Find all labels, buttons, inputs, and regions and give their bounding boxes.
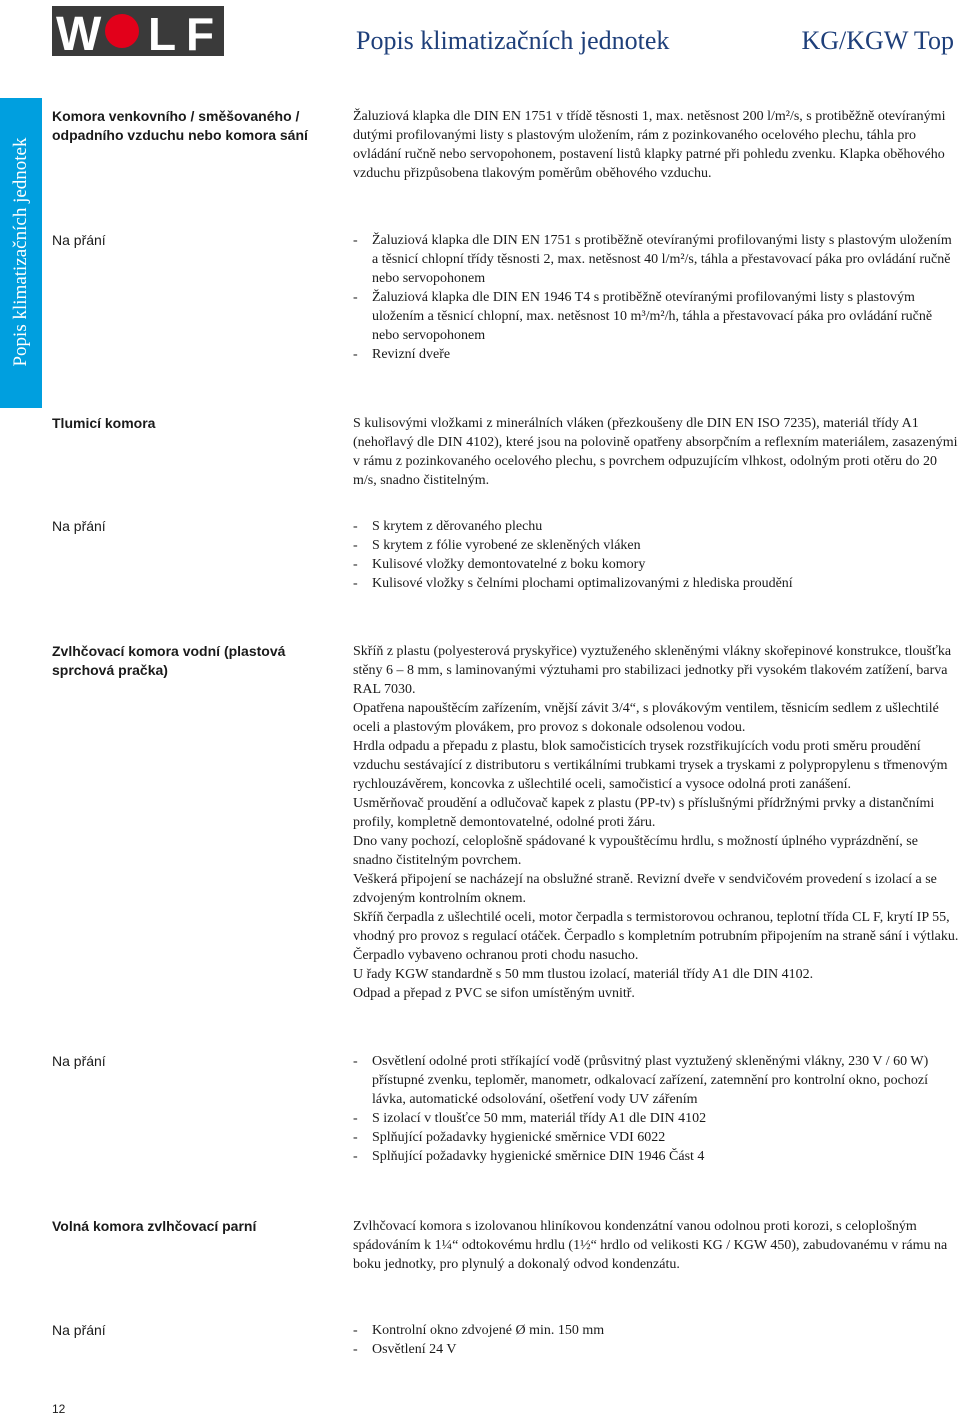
list-item: - Kulisové vložky s čelními plochami optimalizovanými z hlediska proudění [353, 574, 959, 593]
options-label: Na přání [52, 1053, 106, 1069]
paragraph: Usměrňovač proudění a odlučovač kapek z plastu (PP-tv) s příslušnými přídržnými prvky a distančními profily, kompletně demontovatelné, odolné proti žáru. [353, 796, 935, 830]
list-item: - S krytem z děrovaného plechu [353, 517, 959, 536]
section-description-silencer: S kulisovými vložkami z minerálních vláken (přezkoušeny dle DIN EN ISO 7235), materiál třídy A1 (nehořlavý dle DIN 4102), které jsou na polovině opatřeny absorpčním a reflexním materiálem, zasazenými v rámu z pozinkovaného ocelového plechu, s povrchem odpuzujícím vlhkost, odolným proti otěru do 20 m/s, snadno čistitelným. [353, 416, 958, 488]
svg-text:L: L [148, 8, 177, 56]
list-item: - Kontrolní okno zdvojené Ø min. 150 mm [353, 1321, 959, 1340]
list-item: - Žaluziová klapka dle DIN EN 1946 T4 s protiběžně otevíranými profilovanými listy s plastovým uložením a těsnicí chlopní, max. netěsnost 10 m³/m²/h, táhla a přestavovací páka pro ovládání ručně nebo servopohonem [353, 288, 959, 345]
section-description-intake-chamber: Žaluziová klapka dle DIN EN 1751 v třídě těsnosti 1, max. netěsnost 200 l/m²/s, s protiběžně otevíranými dutými profilovanými listy s plastovým uložením, rám z pozinkovaného ocelového plechu, táhla pro ovládání ručně nebo servopohonem, postavení listů klapky patrné při pohledu zvenku. Klapka oběhového vzduchu přizpůsobena tlakovým poměrům oběhového vzduchu. [353, 109, 946, 181]
list-item: - S krytem z fólie vyrobené ze skleněných vláken [353, 536, 959, 555]
options-list [353, 231, 959, 364]
list-item: - Splňující požadavky hygienické směrnice DIN 1946 Část 4 [353, 1147, 959, 1166]
section-label-steam-humidifier: Volná komora zvlhčovací parní [52, 1218, 257, 1234]
options-label: Na přání [52, 1322, 106, 1338]
section-description-steam-humidifier: Zvlhčovací komora s izolovanou hliníkovou kondenzátní vanou odolnou proti korozi, s celoplošným spádováním k 1¼“ odtokovému hrdlu (1½“ hrdlo od velikosti KG / KGW 450), zabudovanému v rámu na boku jednotky, pro plynulý a dokonalý odvod kondenzátu. [353, 1219, 948, 1272]
svg-text:W: W [56, 8, 102, 56]
paragraph: U řady KGW standardně s 50 mm tlustou izolací, materiál třídy A1 dle DIN 4102. [353, 967, 814, 982]
document-title: Popis klimatizačních jednotek [356, 26, 670, 55]
list-item: - Osvětlení 24 V [353, 1340, 959, 1359]
wolf-logo [52, 6, 224, 56]
sidebar-tab [0, 98, 42, 408]
paragraph: Veškerá připojení se nacházejí na obslužné straně. Revizní dveře v sendvičovém provedení s izolací a se zdvojeným kontrolním oknem. [353, 872, 937, 906]
options-label: Na přání [52, 518, 106, 534]
paragraph: Hrdla odpadu a přepadu z plastu, blok samočisticích trysek rozstřikujících vodu proti směru proudění vzduchu sestávající z distributoru s vertikálními trubkami trysek a tryskami z polypropylenu s třmenovým rychlouzávěrem, koncovka z ušlechtilé oceli, samočisticí a vysoce odolná proti zanášení. [353, 739, 948, 792]
svg-text:F: F [186, 8, 215, 56]
section-label-water-humidifier: Zvlhčovací komora vodní (plastová sprchová pračka) [52, 643, 286, 678]
section-label-silencer: Tlumicí komora [52, 415, 156, 431]
options-list [353, 1052, 959, 1166]
list-item: - Osvětlení odolné proti stříkající vodě (průsvitný plast vyztužený skleněnými vlákny, 230 V / 60 W) přístupné zvenku, teploměr, manometr, odkalovací zařízení, zatemnění pro kontrolní okno, pochozí lávka, automatické odsolování, ošetření vody UV zářením [353, 1052, 959, 1109]
section-label-intake-chamber: Komora venkovního / směšovaného / odpadního vzduchu nebo komora sání [52, 108, 308, 143]
list-item: - Kulisové vložky demontovatelné z boku komory [353, 555, 959, 574]
sidebar-label: Popis klimatizačních jednotek [10, 137, 31, 367]
list-item: - Revizní dveře [353, 345, 959, 364]
paragraph: Skříň čerpadla z ušlechtilé oceli, motor čerpadla s termistorovou ochranou, teplotní třída CL F, krytí IP 55, vhodný pro provoz s regulací otáček. Čerpadlo s kompletním potrubním připojením na straně sání i výtlaku. Čerpadlo vybaveno ochranou proti chodu nasucho. [353, 910, 959, 963]
list-item: - S izolací v tloušťce 50 mm, materiál třídy A1 dle DIN 4102 [353, 1109, 959, 1128]
options-label: Na přání [52, 232, 106, 248]
paragraph: Odpad a přepad z PVC se sifon umístěným uvnitř. [353, 986, 635, 1001]
list-item: - Žaluziová klapka dle DIN EN 1751 s protiběžně otevíranými profilovanými listy s plastovým uložením a těsnicí chlopní třídy těsnosti 2, max. netěsnost 40 l/m²/s, táhla a přestavovací páka pro ovládání ručně nebo servopohonem [353, 231, 959, 288]
paragraph: Opatřena napouštěcím zařízením, vnější závit 3/4“, s plovákovým ventilem, těsnicím sedlem z ušlechtilé oceli a plastovým plovákem, pro provoz s dokonale odsolenou vodou. [353, 701, 939, 735]
product-name: KG/KGW Top [801, 26, 954, 55]
list-item: - Splňující požadavky hygienické směrnice VDI 6022 [353, 1128, 959, 1147]
paragraph: Skříň z plastu (polyesterová pryskyřice) vyztuženého skleněnými vlákny skořepinové konstrukce, tloušťka stěny 6 – 8 mm, s laminovanými výztuhami pro stabilizaci jednotky při vysokém tlakovém zatížení, barva RAL 7030. [353, 644, 952, 697]
options-list [353, 1321, 959, 1359]
options-list [353, 517, 959, 593]
paragraph: Dno vany pochozí, celoplošně spádované k vypouštěcímu hrdlu, s možností úplného vyprázdnění, se snadno čistitelným povrchem. [353, 834, 918, 868]
page-number: 12 [52, 1402, 66, 1416]
section-description-water-humidifier [353, 642, 959, 1003]
